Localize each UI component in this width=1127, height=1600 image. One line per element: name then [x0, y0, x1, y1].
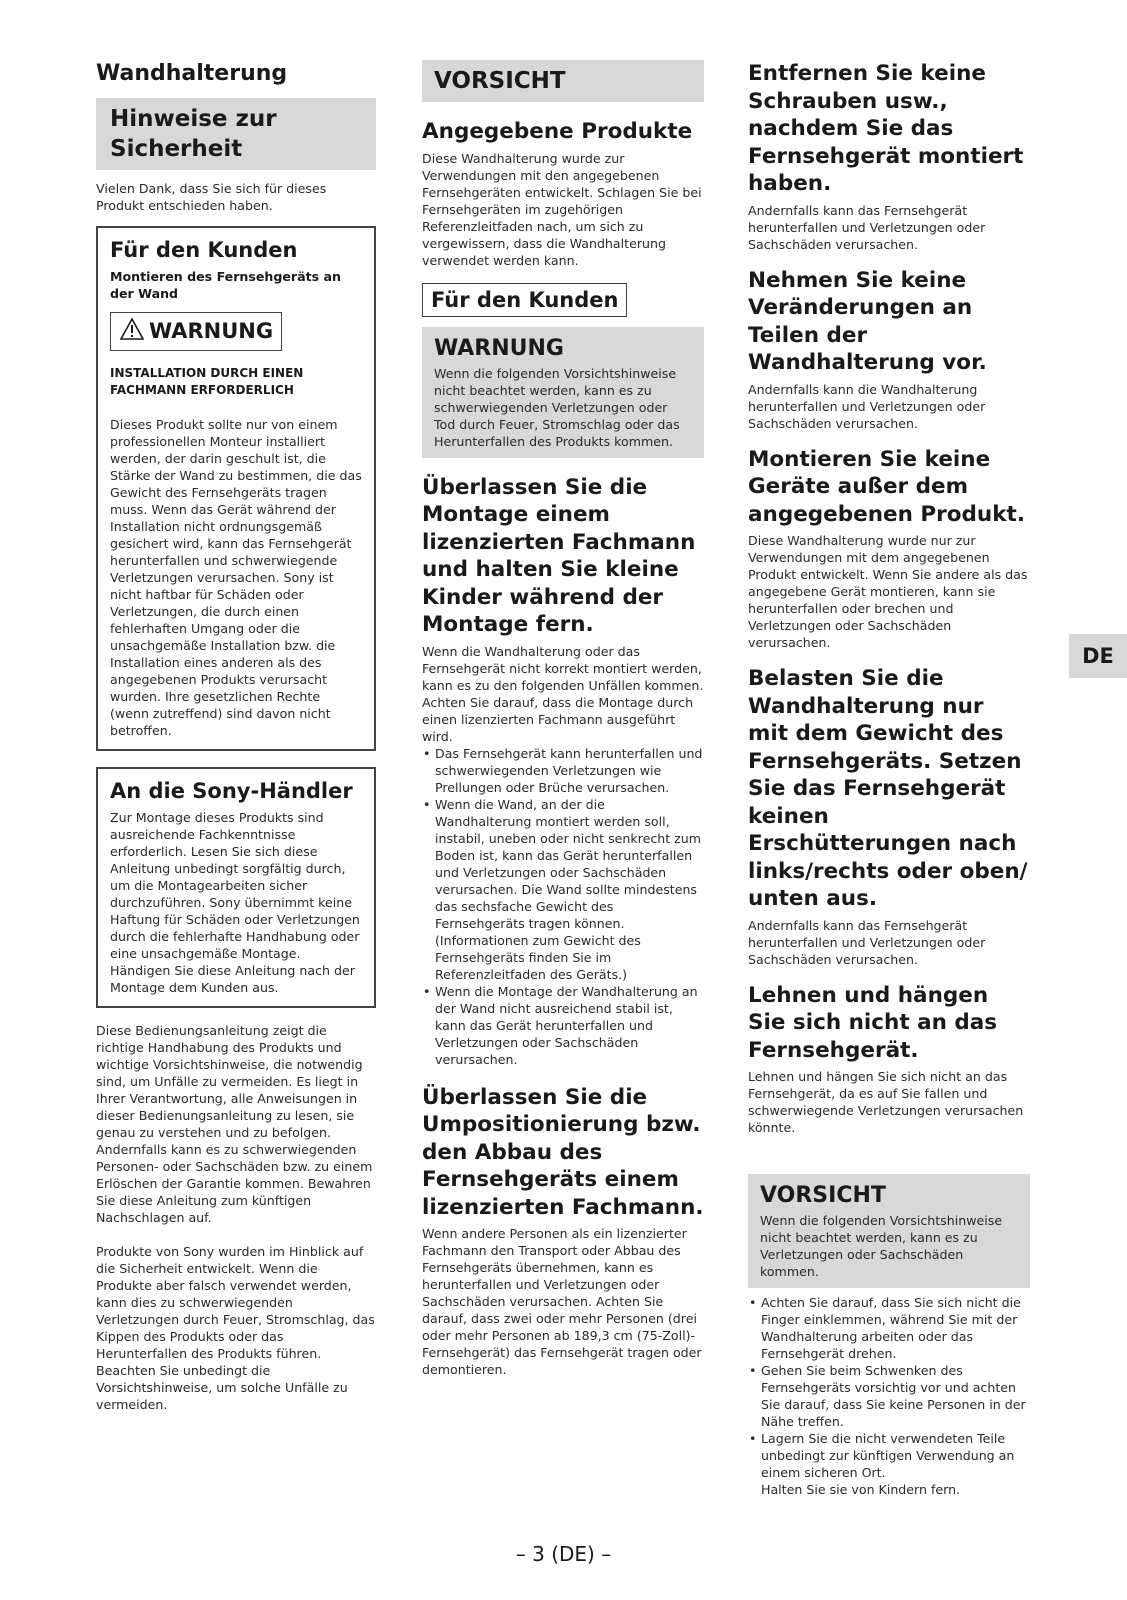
section-heading-lean: Lehnen und hängen Sie sich nicht an das Fernsehgerät. — [748, 982, 998, 1063]
caution-title: VORSICHT — [422, 60, 704, 102]
section-body-install: Wenn die Wandhalterung oder das Fernsehgerät nicht korrekt montiert werden, kann es zu den folgenden Unfällen kommen. Achten Sie darauf, dass die Montage durch einen lizenzierten Fachmann ausgeführt wird. — [422, 643, 704, 744]
warning-block — [422, 327, 704, 458]
warning-badge — [110, 312, 282, 351]
section-heading-relocation: Überlassen Sie die Umpositionierung bzw. den Abbau des Fernsehgeräts einem lizenzierten Fachmann. — [422, 1084, 704, 1220]
section-heading-install: Überlassen Sie die Montage einem lizenzierten Fachmann und halten Sie kleine Kinder während der Montage fern. — [422, 474, 696, 637]
section-body-relocation: Wenn andere Personen als ein lizenzierter Fachmann den Transport oder Abbau des Fernsehgeräts übernehmen, kann es herunterfallen und Verletzungen oder Sachschäden verursachen. Achten Sie darauf, dass zwei oder mehr Personen (drei oder mehr Personen ab 189,3 cm (75-Zoll)-Fernsehgerät) das Fernsehgerät tragen oder demontieren. — [422, 1226, 702, 1377]
thanks-text: Vielen Dank, dass Sie sich für dieses Produkt entschieden haben. — [96, 181, 327, 213]
section-body-screws: Andernfalls kann das Fernsehgerät herunterfallen und Verletzungen oder Sachschäden verursachen. — [748, 202, 986, 252]
list-item: • Wenn die Montage der Wandhalterung an der Wand nicht ausreichend stabil ist, kann das Gerät herunterfallen und Verletzungen oder Sachschäden verursachen. — [435, 983, 704, 1068]
intro-paragraph-1: Diese Bedienungsanleitung zeigt die richtige Handhabung des Produkts und wichtige Vorsichtshinweise, die notwendig sind, um Unfälle zu vermeiden. Es liegt in Ihrer Verantwortung, alle Anweisungen in dieser Bedienungsanleitung zu lesen, sie genau zu verstehen und zu befolgen. Andernfalls kann es zu schwerwiegenden Personen- oder Sachschäden bzw. zu einem Erlöschen der Garantie kommen. Bewahren Sie diese Anleitung zum künftigen Nachschlagen auf. — [96, 1023, 373, 1225]
section-body-lean: Lehnen und hängen Sie sich nicht an das Fernsehgerät, da es auf Sie fallen und schwerwiegende Verletzungen verursachen könnte. — [748, 1069, 1024, 1135]
section-body-load: Andernfalls kann das Fernsehgerät herunterfallen und Verletzungen oder Sachschäden verursachen. — [748, 917, 986, 967]
section-body-modifications: Andernfalls kann die Wandhalterung herunterfallen und Verletzungen oder Sachschäden verursachen. — [748, 381, 986, 431]
dealer-box-title: An die Sony-Händler — [110, 779, 353, 803]
install-bullet-list — [422, 745, 704, 1068]
column-left — [96, 60, 376, 1413]
list-item: • Das Fernsehgerät kann herunterfallen und schwerwiegenden Verletzungen wie Prellungen oder Brüche verursachen. — [435, 745, 704, 796]
warning-triangle-icon — [119, 317, 145, 346]
caution-block-body: Wenn die folgenden Vorsichtshinweise nicht beachtet werden, kann es zu Verletzungen oder Sachschäden kommen. — [760, 1213, 1003, 1279]
caution-block-title: VORSICHT — [760, 1183, 886, 1208]
section-heading-load: Belasten Sie die Wandhalterung nur mit dem Gewicht des Fernsehgeräts. Setzen Sie das Fernsehgerät keinen Erschütterungen nach links/rechts oder oben/ unten aus. — [748, 666, 1028, 911]
dealer-box-body: Zur Montage dieses Produkts sind ausreichende Fachkenntnisse erforderlich. Lesen Sie sich diese Anleitung unbedingt sorgfältig durch, um die Montagearbeiten sicher durchzuführen. Sony übernimmt keine Haftung für Schäden oder Verletzungen durch die fehlerhafte Handhabung oder eine unsachgemäße Montage. Händigen Sie diese Anleitung nach der Montage dem Kunden aus. — [110, 810, 360, 995]
page-number: – 3 (DE) – — [515, 1542, 612, 1566]
column-middle — [422, 60, 704, 1378]
list-item: • Achten Sie darauf, dass Sie sich nicht die Finger einklemmen, während Sie mit der Wandhalterung arbeiten oder das Fernsehgerät drehen. — [761, 1294, 1030, 1362]
column-right — [748, 60, 1030, 1498]
customer-box — [96, 226, 376, 751]
page-title: Wandhalterung — [96, 61, 288, 86]
customer-box-body: Dieses Produkt sollte nur von einem professionellen Monteur installiert werden, der darin geschult ist, die Stärke der Wand zu bestimmen, die das Gewicht des Fernsehgeräts tragen muss. Wenn das Gerät während der Installation nicht ordnungsgemäß gesichert wird, kann das Fernsehgerät herunterfallen und schwerwiegende Verletzungen verursachen. Sony ist nicht haftbar für Schäden oder Verletzungen, die durch einen fehlerhaften Umgang oder die unsachgemäße Installation bzw. die Installation eines anderen als des angegebenen Produkts verursacht wurden. Ihre gesetzlichen Rechte (wenn zutreffend) sind davon nicht betroffen. — [110, 417, 362, 738]
warning-body: Wenn die folgenden Vorsichtshinweise nicht beachtet werden, kann es zu schwerwiegenden Verletzungen oder Tod durch Feuer, Stromschlag oder das Herunterfallen des Produkts kommen. — [434, 365, 680, 449]
list-item: • Gehen Sie beim Schwenken des Fernsehgeräts vorsichtig vor und achten Sie darauf, dass Sie keine Personen in der Nähe treffen. — [761, 1362, 1030, 1430]
section-heading-screws: Entfernen Sie keine Schrauben usw., nachdem Sie das Fernsehgerät montiert haben. — [748, 61, 1024, 196]
warning-badge-label: WARNUNG — [149, 319, 274, 343]
dealer-box — [96, 767, 376, 1008]
intro-paragraph-2: Produkte von Sony wurden im Hinblick auf die Sicherheit entwickelt. Wenn die Produkte aber falsch verwendet werden, kann dies zu schwerwiegenden Verletzungen durch Feuer, Stromschlag, das Kippen des Produkts oder das Herunterfallen des Produkts führen. Beachten Sie unbedingt die Vorsichtshinweise, um solche Unfälle zu vermeiden. — [96, 1244, 375, 1412]
install-title: INSTALLATION DURCH EINEN FACHMANN ERFORDERLICH — [110, 366, 304, 397]
section-heading-modifications: Nehmen Sie keine Veränderungen an Teilen der Wandhalterung vor. — [748, 267, 987, 375]
customer-box-subtitle: Montieren des Fernsehgeräts an der Wand — [110, 269, 342, 301]
safety-section-title: Hinweise zur Sicherheit — [96, 98, 376, 170]
customer-label: Für den Kunden — [422, 283, 627, 317]
customer-box-title: Für den Kunden — [110, 238, 298, 262]
list-item: • Lagern Sie die nicht verwendeten Teile unbedingt zur künftigen Verwendung an einem sicheren Ort. Halten Sie sie von Kindern fern. — [761, 1430, 1030, 1498]
language-tab: DE — [1069, 634, 1127, 678]
products-body: Diese Wandhalterung wurde zur Verwendungen mit den angegebenen Fernsehgeräten entwickelt. Schlagen Sie bei Fernsehgeräten im zugehörigen Referenzleitfaden nach, um sich zu vergewissern, dass die Wandhalterung verwendet werden kann. — [422, 150, 702, 268]
section-heading-other-devices: Montieren Sie keine Geräte außer dem angegebenen Produkt. — [748, 446, 1025, 527]
products-heading: Angegebene Produkte — [422, 119, 693, 144]
section-body-other-devices: Diese Wandhalterung wurde nur zur Verwendungen mit dem angegebenen Produkt entwickelt. Wenn Sie andere als das angegebene Gerät montieren, kann sie herunterfallen oder brechen und Verletzungen oder Sachschäden verursachen. — [748, 533, 1028, 650]
list-item: • Wenn die Wand, an der die Wandhalterung montiert werden soll, instabil, uneben oder nicht senkrecht zum Boden ist, kann das Gerät herunterfallen und Verletzungen oder Sachschäden verursachen. Die Wand sollte mindestens das sechsfache Gewicht des Fernsehgeräts tragen können. (Informationen zum Gewicht des Fernsehgeräts finden Sie im Referenzleitfaden des Geräts.) — [435, 796, 704, 983]
caution-bullet-list — [748, 1294, 1030, 1498]
caution-block — [748, 1174, 1030, 1288]
warning-title: WARNUNG — [434, 335, 564, 361]
